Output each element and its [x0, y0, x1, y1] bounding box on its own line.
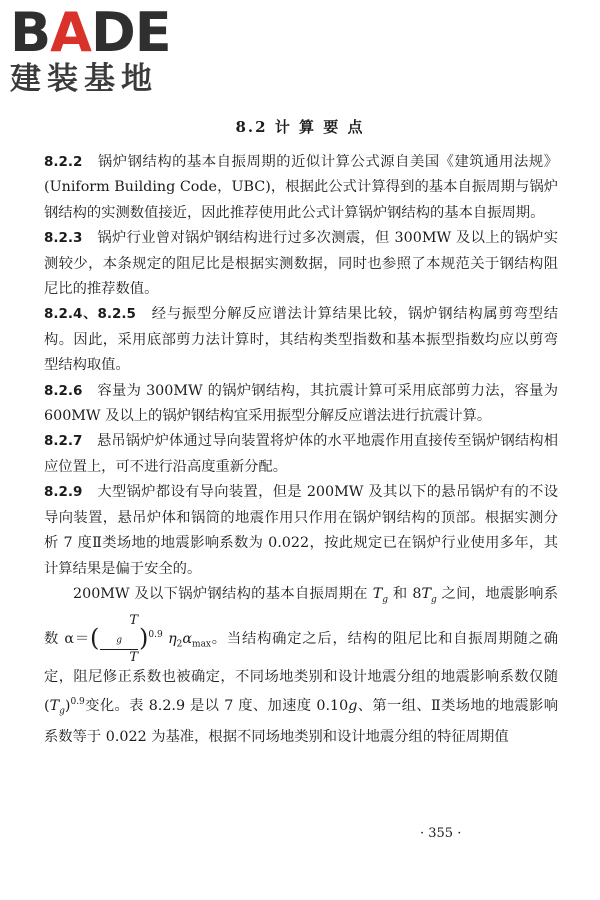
math-symbol: T: [129, 613, 139, 629]
math-subscript: g: [382, 594, 389, 605]
text-run: 200MW 及以下锅炉钢结构的基本自振周期在: [73, 585, 373, 602]
clause-number: 8.2.9: [44, 484, 83, 501]
paragraph-seismic-coefficient: [44, 582, 558, 751]
clause-text: 悬吊锅炉炉体通过导向装置将炉体的水平地震作用直接传至锅炉钢结构相应位置上，可不进行沿高度重新分配。: [44, 433, 559, 475]
brand-logo: [10, 1, 171, 97]
math-subscript: max: [192, 639, 212, 650]
clause-number: 8.2.6: [44, 382, 83, 399]
fraction-denominator: T: [100, 649, 138, 665]
clause-8-2-2: [44, 150, 558, 226]
paren-open: (: [89, 624, 100, 653]
logo-letters-de: DE: [90, 1, 171, 64]
math-subscript: g: [59, 706, 65, 717]
clause-8-2-7: [44, 429, 558, 480]
clause-number: 8.2.2: [44, 154, 83, 170]
document-body: [44, 150, 558, 751]
clause-number: 8.2.3: [44, 230, 83, 247]
math-subscript: g: [116, 635, 123, 646]
math-symbol: η: [168, 630, 177, 647]
math-symbol: g: [348, 697, 358, 714]
fraction: [100, 613, 138, 665]
fraction-numerator: [100, 613, 138, 649]
math-subscript: g: [430, 594, 437, 605]
text-run: 和 8: [388, 585, 422, 602]
section-heading: 8.2 计 算 要 点: [235, 118, 365, 136]
logo-letters-b: B: [10, 1, 51, 64]
paren-close: ): [139, 624, 149, 653]
exponent: 0.9: [70, 697, 85, 708]
clause-text: 锅炉钢结构的基本自振周期的近似计算公式源自美国《建筑通用法规》(Uniform Building Code，UBC)，根据此公式计算得到的基本自振周期与锅炉钢结构的实测数值接近，因此推荐使用此公式计算锅炉钢结构的基本自振周期。: [44, 154, 559, 221]
math-subscript: 2: [176, 639, 183, 650]
clause-8-2-6: [44, 379, 558, 430]
text-run: 。当结构确定之后，结构的阻尼比和自振周期随之确定，阻尼修正系数也被确定，不同场地类别和设计地震分组的地震影响系数仅随(: [44, 630, 559, 714]
clause-8-2-4-5: [44, 302, 558, 378]
clause-text: 大型锅炉都设有导向装置，但是 200MW 及其以下的悬吊锅炉有的不设导向装置，悬吊炉体和锅筒的地震作用只作用在锅炉钢结构的顶部。根据实测分析 7 度Ⅱ类场地的地震影响系数为 0.022，按此规定已在锅炉行业使用多年，其计算结果是偏于安全的。: [44, 484, 558, 577]
clause-number: 8.2.7: [44, 433, 83, 450]
clause-8-2-9: [44, 480, 558, 582]
math-symbol: α: [182, 630, 193, 647]
clause-8-2-3: [44, 226, 558, 302]
math-symbol: T: [372, 585, 383, 602]
math-symbol: T: [49, 697, 60, 714]
clause-text: 容量为 300MW 的锅炉钢结构，其抗震计算可采用底部剪力法，容量为 600MW 及以上的锅炉钢结构宜采用振型分解反应谱法进行抗震计算。: [44, 382, 558, 425]
logo-mark: [10, 1, 171, 64]
text-run: 变化。表 8.2.9 是以 7 度、加速度 0.10: [84, 697, 349, 714]
exponent: 0.9: [148, 630, 163, 641]
math-symbol: T: [421, 585, 431, 602]
text-run: 之间，地震影响系数 α＝: [44, 585, 559, 647]
text-run: 、第一组、Ⅱ类场地的地震影响系数等于 0.022 为基准，根据不同场地类别和设计地震分组的特征周期值: [44, 697, 558, 746]
page-number: · 355 ·: [420, 826, 462, 841]
logo-letter-accent: A: [50, 1, 91, 64]
clause-text: 经与振型分解反应谱法计算结果比较，锅炉钢结构属剪弯型结构。因此，采用底部剪力法计算时，其结构类型指数和基本振型指数均应以剪弯型结构取值。: [44, 306, 559, 374]
clause-text: 锅炉行业曾对锅炉钢结构进行过多次测震，但 300MW 及以上的锅炉实测较少，本条规定的阻尼比是根据实测数据，同时也参照了本规范关于钢结构阻尼比的推荐数值。: [44, 230, 558, 298]
logo-subtitle: 建装基地: [10, 61, 158, 97]
clause-number: 8.2.4、8.2.5: [44, 306, 136, 323]
text-run: ): [64, 697, 71, 714]
